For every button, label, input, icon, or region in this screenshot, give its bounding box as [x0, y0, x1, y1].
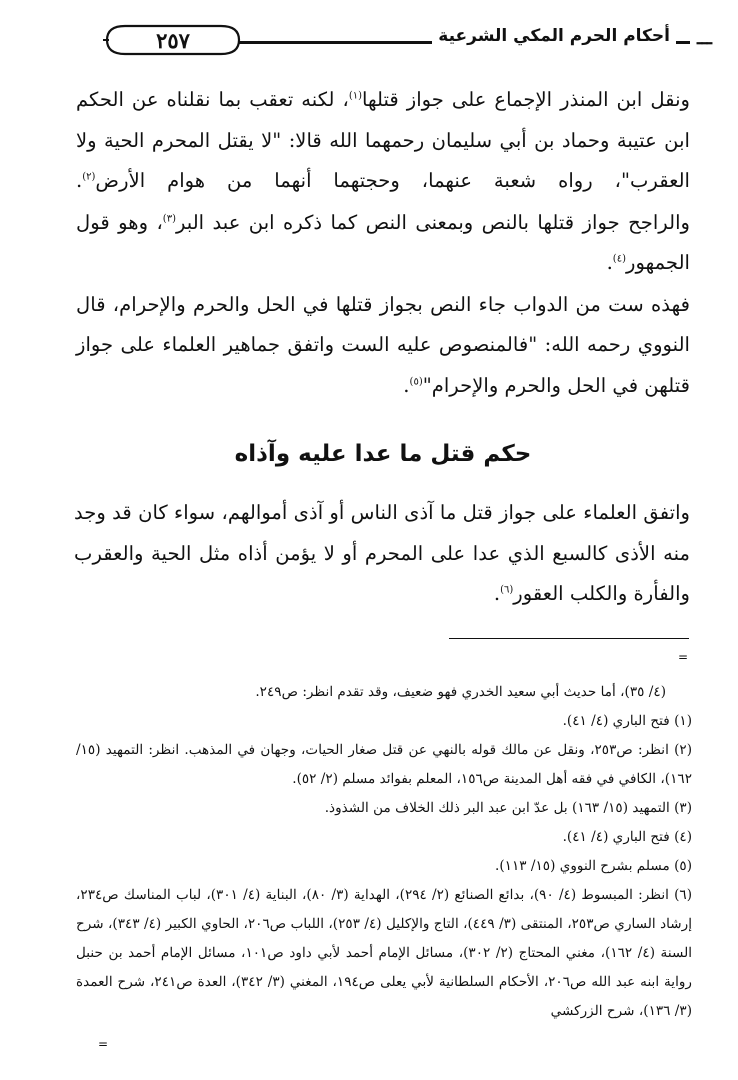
paragraph-1: [76, 80, 690, 202]
header-dash: ـــ: [697, 29, 712, 49]
footnote-3: (٣) التمهيد (١٥/ ١٦٣) بل عدّ ابن عبد البر ذلك الخلاف من الشذوذ.: [324, 800, 692, 816]
section-heading: حكم قتل ما عدا عليه وآذاه: [234, 441, 532, 467]
paragraph-2-text-c: .: [606, 251, 613, 274]
footnotes: [76, 678, 692, 1026]
paragraph-2: [76, 203, 690, 284]
paragraph-3-text-b: .: [403, 373, 410, 397]
section-paragraph-text-b: .: [493, 582, 501, 606]
footnote-ref-2[interactable]: (٢): [82, 171, 96, 183]
paragraph-1-text-b: ، لكنه تعقب بما نقلناه عن الحكم ابن عتيبة وحماد بن أبي سليمان رحمهما الله قالا: "لا يقتل المحرم الحية ولا العقرب"، رواه شعبة عنهما، وحجتهما أنهما من هوام الأرض: [76, 88, 690, 192]
paragraph-2-text-a: والراجح جواز قتلها بالنص وبمعنى النص كما ذكره ابن عبد البر: [175, 210, 690, 234]
page-header: [70, 20, 712, 60]
paragraph-1-text-c: .: [76, 169, 83, 192]
paragraph-3: [76, 285, 690, 407]
footnote-6: (٦) انظر: المبسوط (٤/ ٩٠)، بدائع الصنائع (٢/ ٢٩٤)، الهداية (٣/ ٨٠)، البناية (٤/ ٣٠١)، لباب المناسك ص٢٣٤، إرشاد الساري ص٢٥٣، المنتقى (٣/ ٤٤٩)، التاج والإكليل (٤/ ٢٥٣)، اللباب ص٢٠٦، الحاوي الكبير (٤/ ٣٤٣)، شرح السنة (٤/ ١٦٢)، مغني المحتاج (٢/ ٣٠٢)، مسائل الإمام أحمد لأبي داود ص١٠١، مسائل الإمام أحمد بن حنبل رواية ابنه عبد الله ص٢٠٦، الأحكام السلطانية لأبي يعلى ص١٩٤، المغني (٣/ ٣٤٢)، العدة ص٢٤١، شرح العمدة (٣/ ١٣٦)، شرح الزركشي: [76, 887, 693, 1019]
footnote-ref-6[interactable]: (٦): [500, 584, 514, 596]
section-text: [74, 493, 690, 615]
main-text: [76, 80, 690, 406]
footnote-separator: [449, 638, 689, 639]
footnote-5: (٥) مسلم بشرح النووي (١٥/ ١١٣).: [495, 858, 692, 874]
paragraph-1-text-a: ونقل ابن المنذر الإجماع على جواز قتلها: [362, 88, 690, 111]
footnote-ref-1[interactable]: (١): [348, 90, 363, 102]
section-paragraph: [74, 493, 690, 615]
footnote-ref-3[interactable]: (٣): [162, 212, 176, 224]
section-paragraph-text-a: واتفق العلماء على جواز قتل ما آذى الناس أو آذى أموالهم، سواء كان قد وجد منه الأذى كالسبع الذي عدا على المحرم أو لا يؤمن أذاه مثل الحية والعقرب والفأرة والكلب العقور: [74, 501, 690, 606]
footnote-4: (٤) فتح الباري (٤/ ٤١).: [562, 829, 692, 845]
footnote-1: (١) فتح الباري (٤/ ٤١).: [562, 713, 692, 729]
paragraph-2-text-b: ، وهو قول الجمهور: [76, 210, 690, 274]
footnote-bottom-mark: =: [97, 1037, 108, 1051]
footnote-2: (٢) انظر: ص٢٥٣، ونقل عن مالك قوله بالنهي عن قتل صغار الحيات، وجهان في المذهب. انظر: التمهيد (١٥/ ١٦٢)، الكافي في فقه أهل المدينة ص١٥٦، المعلم بفوائد مسلم (٢/ ٥٢).: [76, 742, 693, 787]
footnote-ref-5[interactable]: (٥): [409, 375, 423, 387]
footnote-continuation-mark: =: [678, 650, 689, 664]
footnote-continued: (٤/ ٣٥)، أما حديث أبي سعيد الخدري فهو ضعيف، وقد تقدم انظر: ص٢٤٩.: [255, 684, 666, 700]
page-number: ٢٥٧: [156, 28, 190, 53]
footnote-ref-4[interactable]: (٤): [612, 253, 626, 265]
page-number-box: [103, 23, 243, 57]
running-title: أحكام الحرم المكي الشرعية: [432, 26, 676, 46]
paragraph-3-text-a: فهذه ست من الدواب جاء النص بجواز قتلها في الحل والحرم والإحرام، قال النووي رحمه الله: "فالمنصوص عليه الست واتفق جماهير العلماء على جواز قتلهن في الحل والحرم والإحرام": [76, 292, 690, 397]
